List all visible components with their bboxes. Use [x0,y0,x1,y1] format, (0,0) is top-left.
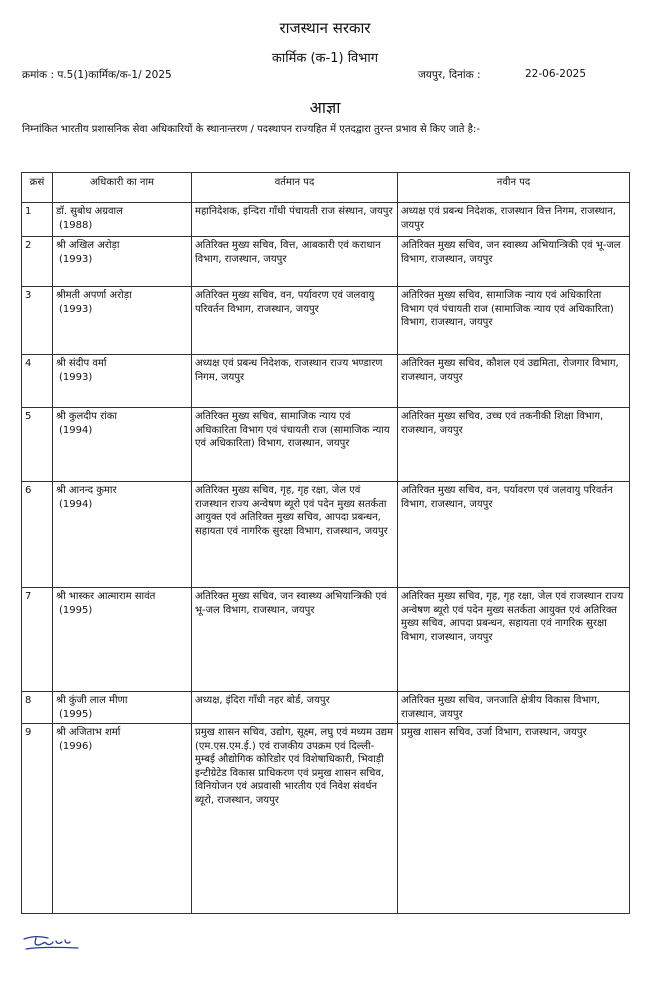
order-title: आज्ञा [309,98,341,117]
officer-name: श्री कुंजी लाल मीणा [56,695,128,706]
new-post: अतिरिक्त मुख्य सचिव, उच्च एवं तकनीकी शिक्षा विभाग, राजस्थान, जयपुर [398,408,630,482]
officer-batch: (1993) [59,371,93,383]
officer-name: श्री अजिताभ शर्मा [56,727,121,738]
new-post: अतिरिक्त मुख्य सचिव, जनजाति क्षेत्रीय विकास विभाग, राजस्थान, जयपुर [398,692,630,724]
officer-name-cell [53,482,192,588]
serial-number: 9 [22,724,53,914]
current-post: अतिरिक्त मुख्य सचिव, गृह, गृह रक्षा, जेल एवं राजस्थान राज्य अन्वेषण ब्यूरो एवं पदेन मुख्य सतर्कता आयुक्त एवं अतिरिक्त मुख्य सचिव, आपदा प्रबन्धन, सहायता एवं नागरिक सुरक्षा विभाग, राजस्थान, जयपुर [192,482,398,588]
header-officer-name: अधिकारी का नाम [53,173,192,203]
officer-batch: (1996) [59,740,93,752]
new-post: अध्यक्ष एवं प्रबन्ध निदेशक, राजस्थान वित्त निगम, राजस्थान, जयपुर [398,203,630,237]
officer-name: श्रीमती अपर्णा अरोड़ा [56,290,132,301]
new-post: अतिरिक्त मुख्य सचिव, जन स्वास्थ्य अभियान्त्रिकी एवं भू-जल विभाग, राजस्थान, जयपुर [398,237,630,287]
new-post: अतिरिक्त मुख्य सचिव, कौशल एवं उद्यमिता, रोजगार विभाग, राजस्थान, जयपुर [398,355,630,408]
current-post: अतिरिक्त मुख्य सचिव, वित्त, आबकारी एवं कराधान विभाग, राजस्थान, जयपुर [192,237,398,287]
current-post: अतिरिक्त मुख्य सचिव, वन, पर्यावरण एवं जलवायु परिवर्तन विभाग, राजस्थान, जयपुर [192,287,398,355]
new-post: अतिरिक्त मुख्य सचिव, सामाजिक न्याय एवं अधिकारिता विभाग एवं पंचायती राज (सामाजिक न्याय एवं अधिकारिता) विभाग, राजस्थान, जयपुर [398,287,630,355]
officer-batch: (1995) [59,708,93,720]
officer-name-cell [53,355,192,408]
officer-name: श्री कुलदीप रांका [56,411,118,422]
officer-name: श्री आनन्द कुमार [56,485,117,496]
table-header-row [22,173,630,203]
officer-name-cell [53,724,192,914]
officer-name: श्री अखिल अरोड़ा [56,240,120,251]
current-post: अतिरिक्त मुख्य सचिव, जन स्वास्थ्य अभियान्त्रिकी एवं भू-जल विभाग, राजस्थान, जयपुर [192,588,398,692]
government-title: राजस्थान सरकार [279,19,371,37]
order-intro: निम्नांकित भारतीय प्रशासनिक सेवा अधिकारियों के स्थानान्तरण / पदस्थापन राज्यहित में एतदद्वारा तुरन्त प्रभाव से किए जाते है:- [22,124,480,135]
current-post: प्रमुख शासन सचिव, उद्योग, सूक्ष्म, लघु एवं मध्यम उद्यम (एम.एस.एम.ई.) एवं राजकीय उपक्रम एवं दिल्ली-मुम्बई औद्योगिक कोरिडोर एवं विशेषाधिकारी, भिवाड़ी इन्टीग्रेटेड विकास प्राधिकरण एवं प्रमुख शासन सचिव, विनियोजन एवं अप्रवासी भारतीय एवं निवेश संवर्धन ब्यूरो, राजस्थान, जयपुर [192,724,398,914]
place-label: जयपुर, दिनांक : [418,69,481,81]
serial-number: 2 [22,237,53,287]
serial-number: 1 [22,203,53,237]
officer-batch: (1993) [59,253,93,265]
serial-number: 6 [22,482,53,588]
officer-batch: (1994) [59,498,93,510]
new-post: प्रमुख शासन सचिव, उर्जा विभाग, राजस्थान, जयपुर [398,724,630,914]
header-current-post: वर्तमान पद [192,173,398,203]
table-row [22,237,630,287]
department-title: कार्मिक (क-1) विभाग [271,51,379,66]
current-post: अतिरिक्त मुख्य सचिव, सामाजिक न्याय एवं अधिकारिता विभाग एवं पंचायती राज (सामाजिक न्याय एवं अधिकारिता) विभाग, राजस्थान, जयपुर [192,408,398,482]
table-row [22,588,630,692]
new-post: अतिरिक्त मुख्य सचिव, गृह, गृह रक्षा, जेल एवं राजस्थान राज्य अन्वेषण ब्यूरो एवं पदेन मुख्य सतर्कता आयुक्त एवं अतिरिक्त मुख्य सचिव, आपदा प्रबन्धन, सहायता एवं नागरिक सुरक्षा विभाग, राजस्थान, जयपुर [398,588,630,692]
serial-number: 7 [22,588,53,692]
officer-name-cell [53,203,192,237]
serial-number: 5 [22,408,53,482]
serial-number: 4 [22,355,53,408]
header-new-post: नवीन पद [398,173,630,203]
reference-number: क्रमांक : प.5(1)कार्मिक/क-1/ 2025 [22,69,172,81]
current-post: अध्यक्ष, इंदिरा गाँधी नहर बोर्ड, जयपुर [192,692,398,724]
officer-batch: (1993) [59,303,93,315]
table-row [22,482,630,588]
new-post: अतिरिक्त मुख्य सचिव, वन, पर्यावरण एवं जलवायु परिवर्तन विभाग, राजस्थान, जयपुर [398,482,630,588]
officer-name-cell [53,287,192,355]
table-row [22,724,630,914]
table-row [22,287,630,355]
officer-name: डॉ. सुबोध अग्रवाल [56,206,123,217]
officer-name: श्री संदीप वर्मा [56,358,107,369]
officer-batch: (1988) [59,219,93,231]
current-post: अध्यक्ष एवं प्रबन्ध निदेशक, राजस्थान राज्य भण्डारण निगम, जयपुर [192,355,398,408]
current-post: महानिदेशक, इन्दिरा गाँधी पंचायती राज संस्थान, जयपुर [192,203,398,237]
order-date: 22-06-2025 [525,68,587,80]
table-row [22,692,630,724]
table-row [22,408,630,482]
officer-name-cell [53,237,192,287]
table-row [22,203,630,237]
officer-name: श्री भास्कर आत्माराम सावंत [56,591,156,602]
transfer-table [21,172,630,914]
table-row [22,355,630,408]
signature-icon [22,930,82,952]
officer-batch: (1995) [59,604,93,616]
officer-name-cell [53,588,192,692]
serial-number: 8 [22,692,53,724]
serial-number: 3 [22,287,53,355]
officer-batch: (1994) [59,424,93,436]
officer-name-cell [53,408,192,482]
header-serial: क्रसं [22,173,53,203]
officer-name-cell [53,692,192,724]
